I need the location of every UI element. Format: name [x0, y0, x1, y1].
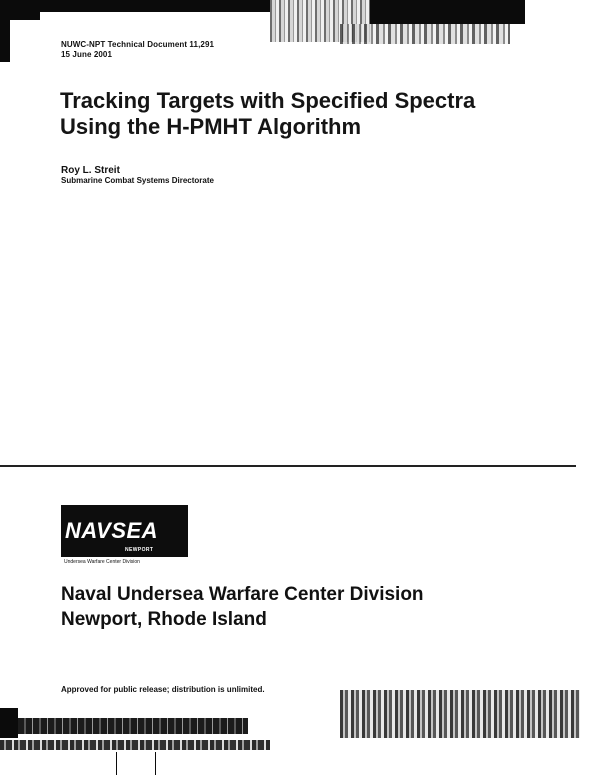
scan-artifact-top-left-tab: [0, 20, 10, 62]
logo-subtitle: NEWPORT: [125, 547, 154, 553]
organization-name: Naval Undersea Warfare Center Division: [61, 584, 424, 605]
scan-tick-1: [116, 752, 117, 775]
author-name: Roy L. Streit: [61, 165, 120, 176]
scan-artifact-top-bar: [40, 0, 270, 12]
scan-noise-bottom-right: [340, 690, 580, 738]
author-department: Submarine Combat Systems Directorate: [61, 176, 214, 185]
document-title: [60, 88, 540, 140]
document-identifier: [61, 40, 214, 60]
scan-artifact-top-right-bar: [370, 0, 525, 24]
title-line-1: Tracking Targets with Specified Spectra: [60, 88, 476, 113]
scan-noise-top-right: [340, 24, 510, 44]
scan-noise-bottom-band: [18, 718, 248, 734]
navsea-logo: [61, 505, 188, 567]
section-divider: [0, 465, 576, 467]
doc-number: NUWC-NPT Technical Document 11,291: [61, 40, 215, 49]
organization-location: Newport, Rhode Island: [61, 609, 267, 630]
logo-wordmark: NAVSEA: [65, 518, 159, 543]
distribution-statement: Approved for public release; distribution is unlimited.: [61, 685, 265, 694]
scan-noise-bottom-band-2: [0, 740, 270, 750]
title-line-2: Using the H-PMHT Algorithm: [60, 114, 362, 139]
scan-artifact-bottom-left: [0, 708, 18, 738]
logo-tagline: Undersea Warfare Center Division: [64, 559, 140, 565]
scan-tick-2: [155, 752, 156, 775]
scan-artifact-top-left: [0, 0, 40, 20]
logo-tagline-strip: [61, 557, 188, 567]
doc-date: 15 June 2001: [61, 50, 113, 59]
